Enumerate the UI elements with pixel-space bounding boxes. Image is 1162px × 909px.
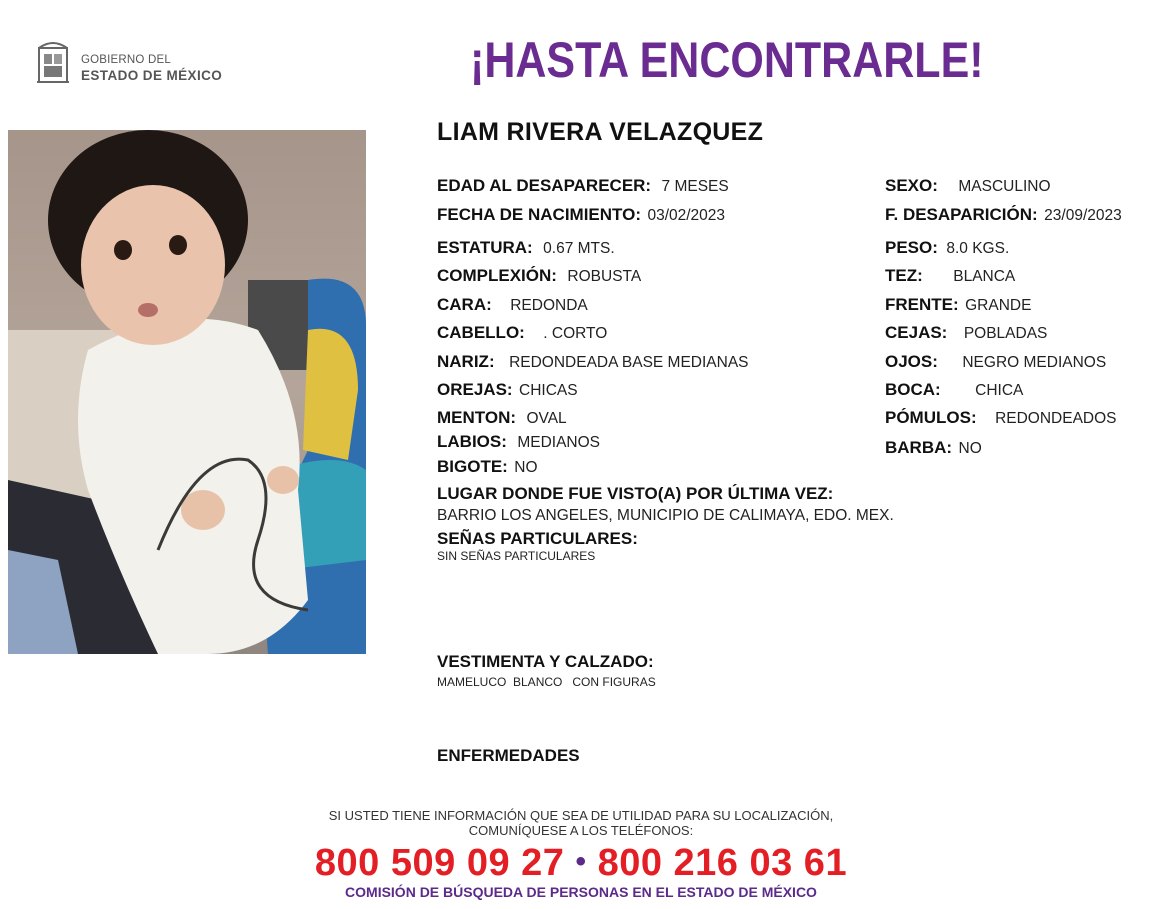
field-value: 03/02/2023 <box>647 207 726 224</box>
field-value: 7 MESES <box>661 178 729 195</box>
phone-number-1[interactable]: 800 509 09 27 <box>314 842 565 884</box>
field-value: 8.0 KGS. <box>946 240 1010 257</box>
field-edad <box>437 176 729 196</box>
field-barba <box>885 438 982 458</box>
person-name: LIAM RIVERA VELAZQUEZ <box>437 118 764 146</box>
field-value: MASCULINO <box>958 178 1051 195</box>
phone-numbers <box>0 842 1162 885</box>
field-label: BARBA: <box>885 438 953 457</box>
footer-info-line1: SI USTED TIENE INFORMACIÓN QUE SEA DE UTILIDAD PARA SU LOCALIZACIÓN, <box>328 808 834 823</box>
field-label: BOCA: <box>885 380 941 399</box>
vestimenta-value: MAMELUCO BLANCO CON FIGURAS <box>437 675 656 689</box>
field-fecha-nacimiento <box>437 205 725 225</box>
field-value: MEDIANOS <box>517 434 601 451</box>
field-label: NARIZ: <box>437 352 495 371</box>
field-complexion <box>437 266 641 286</box>
field-value: OVAL <box>526 410 567 427</box>
person-photo <box>8 130 366 654</box>
field-label: BIGOTE: <box>437 457 508 476</box>
field-boca <box>885 380 1023 400</box>
field-tez <box>885 266 1015 286</box>
field-label: TEZ: <box>885 266 923 285</box>
field-frente <box>885 295 1031 315</box>
field-label: OJOS: <box>885 352 938 371</box>
field-value: CHICA <box>975 382 1024 399</box>
field-value: REDONDA <box>510 297 588 314</box>
field-label: FRENTE: <box>885 295 959 314</box>
field-label: PESO: <box>885 238 938 257</box>
field-value: CHICAS <box>519 382 578 399</box>
senas-value: SIN SEÑAS PARTICULARES <box>437 549 596 563</box>
field-label: OREJAS: <box>437 380 513 399</box>
logo-line2: ESTADO DE MÉXICO <box>81 68 223 83</box>
footer-info-line2: COMUNÍQUESE A LOS TELÉFONOS: <box>468 823 694 838</box>
field-f-desaparicion <box>885 205 1122 225</box>
field-peso <box>885 238 1009 258</box>
field-value: ROBUSTA <box>567 268 642 285</box>
field-value: POBLADAS <box>963 325 1048 342</box>
lugar-label: LUGAR DONDE FUE VISTO(A) POR ÚLTIMA VEZ: <box>437 484 834 503</box>
field-label: COMPLEXIÓN: <box>437 266 557 285</box>
coat-of-arms-icon <box>36 40 70 84</box>
field-label: PÓMULOS: <box>885 408 977 427</box>
field-label: EDAD AL DESAPARECER: <box>437 176 652 195</box>
field-ojos <box>885 352 1106 372</box>
field-label: CARA: <box>437 295 492 314</box>
field-label: LABIOS: <box>437 432 507 451</box>
field-bigote <box>437 457 538 477</box>
field-estatura <box>437 238 615 258</box>
vestimenta-label: VESTIMENTA Y CALZADO: <box>437 652 654 671</box>
lugar-value: BARRIO LOS ANGELES, MUNICIPIO DE CALIMAYA, EDO. MEX. <box>437 507 894 524</box>
field-label: CEJAS: <box>885 323 948 342</box>
child-photo-icon <box>8 130 366 654</box>
field-labios <box>437 432 600 452</box>
field-value: BLANCA <box>953 268 1016 285</box>
field-cabello <box>437 323 607 343</box>
field-value: REDONDEADA BASE MEDIANAS <box>509 354 749 371</box>
field-cejas <box>885 323 1047 343</box>
senas-label: SEÑAS PARTICULARES: <box>437 529 638 548</box>
comision-name: COMISIÓN DE BÚSQUEDA DE PERSONAS EN EL ESTADO DE MÉXICO <box>345 884 817 900</box>
field-value: . CORTO <box>543 325 608 342</box>
enfermedades-label: ENFERMEDADES <box>437 746 580 765</box>
field-value: NO <box>514 459 538 476</box>
field-label: FECHA DE NACIMIENTO: <box>437 205 641 224</box>
field-value: NO <box>958 440 982 457</box>
government-logo <box>36 40 226 90</box>
field-label: CABELLO: <box>437 323 525 342</box>
field-nariz <box>437 352 749 372</box>
field-cara <box>437 295 588 315</box>
field-value: REDONDEADOS <box>995 410 1117 427</box>
field-pomulos <box>885 408 1117 428</box>
field-menton <box>437 408 567 428</box>
field-value: NEGRO MEDIANOS <box>962 354 1107 371</box>
field-label: SEXO: <box>885 176 938 195</box>
field-value: 23/09/2023 <box>1044 207 1122 224</box>
field-label: MENTON: <box>437 408 517 427</box>
separator-dot: • <box>575 845 587 878</box>
field-label: ESTATURA: <box>437 238 533 257</box>
field-label: F. DESAPARICIÓN: <box>885 205 1038 224</box>
logo-line1: GOBIERNO DEL <box>81 54 171 66</box>
field-sexo <box>885 176 1051 196</box>
field-value: 0.67 MTS. <box>543 240 615 257</box>
phone-number-2[interactable]: 800 216 03 61 <box>597 842 848 884</box>
field-value: GRANDE <box>965 297 1032 314</box>
headline: ¡HASTA ENCONTRARLE! <box>470 32 984 88</box>
field-orejas <box>437 380 578 400</box>
